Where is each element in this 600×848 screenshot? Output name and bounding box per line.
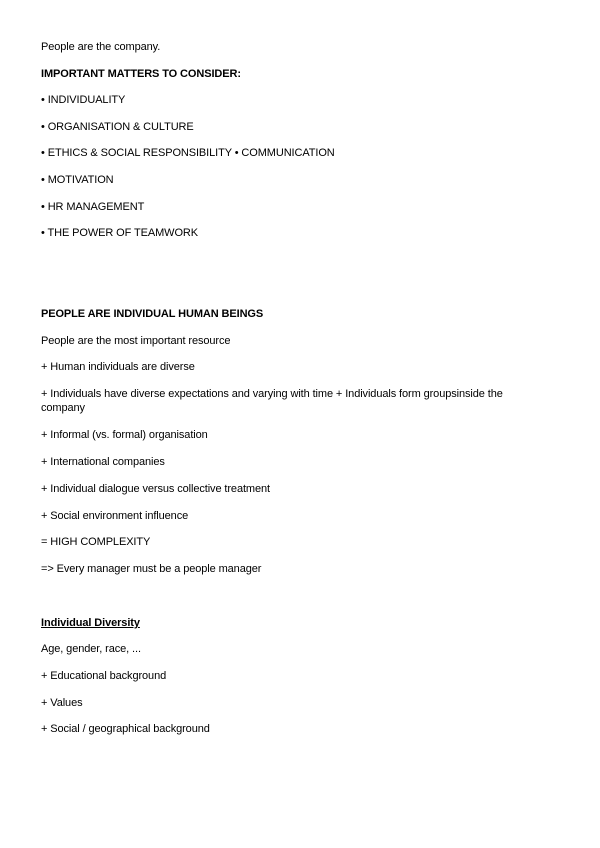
people-line: + Social environment influence <box>41 510 189 522</box>
people-section-heading: PEOPLE ARE INDIVIDUAL HUMAN BEINGS <box>41 308 264 320</box>
people-line: + Individuals have diverse expectations and varying with time + Individuals form groupsinside the company <box>41 388 503 414</box>
intro-text: People are the company. <box>41 41 161 53</box>
bullet-item: • ETHICS & SOCIAL RESPONSIBILITY • COMMUNICATION <box>41 147 335 159</box>
considerations-heading: IMPORTANT MATTERS TO CONSIDER: <box>41 68 241 80</box>
bullet-item: • ORGANISATION & CULTURE <box>41 121 194 133</box>
bullet-item: • INDIVIDUALITY <box>41 94 126 106</box>
bullet-item: • THE POWER OF TEAMWORK <box>41 227 198 239</box>
diversity-line: + Social / geographical background <box>41 723 210 735</box>
people-line: People are the most important resource <box>41 335 231 347</box>
people-line: => Every manager must be a people manager <box>41 563 262 575</box>
diversity-section-heading: Individual Diversity <box>41 617 140 629</box>
diversity-line: + Values <box>41 697 83 709</box>
bullet-item: • HR MANAGEMENT <box>41 201 145 213</box>
people-line: + International companies <box>41 456 165 468</box>
people-line: + Informal (vs. formal) organisation <box>41 429 208 441</box>
diversity-line: + Educational background <box>41 670 167 682</box>
people-line: + Human individuals are diverse <box>41 361 195 373</box>
people-line: = HIGH COMPLEXITY <box>41 536 151 548</box>
diversity-line: Age, gender, race, ... <box>41 643 141 655</box>
people-line: + Individual dialogue versus collective treatment <box>41 483 270 495</box>
bullet-item: • MOTIVATION <box>41 174 114 186</box>
